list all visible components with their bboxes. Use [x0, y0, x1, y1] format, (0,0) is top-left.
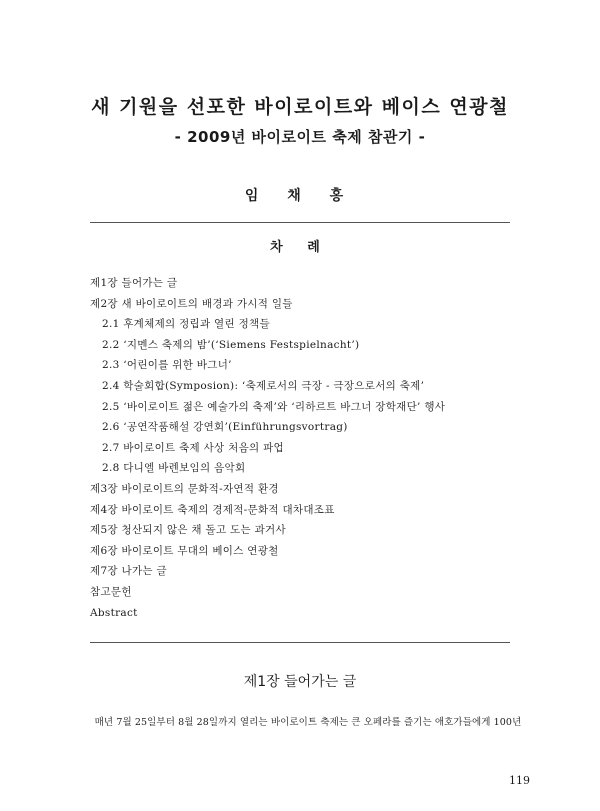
- toc-item: 제2장 새 바이로이트의 배경과 가시적 일들: [90, 297, 293, 310]
- toc-item: 제1장 들어가는 글: [90, 277, 178, 289]
- author-name: 임 채 홍: [244, 188, 356, 204]
- divider-bottom: [90, 642, 510, 643]
- page-number: 119: [509, 774, 530, 787]
- toc-item: 제7장 나가는 글: [90, 565, 167, 578]
- toc-item: 제4장 바이로이트 축제의 경제적-문화적 대차대조표: [90, 503, 335, 516]
- divider-top: [90, 222, 510, 223]
- toc-item: Abstract: [90, 606, 138, 619]
- toc-item: 제3장 바이로이트의 문화적-자연적 환경: [90, 482, 279, 495]
- toc-subitem: 2.3 ‘어린이를 위한 바그너’: [102, 359, 232, 372]
- toc-subitem: 2.2 ‘지멘스 축제의 밤’(‘Siemens Festspielnacht’): [102, 338, 360, 351]
- table-of-contents: [90, 273, 530, 623]
- toc-heading: 차 례: [270, 240, 330, 255]
- toc-item: 제5장 청산되지 않은 채 돌고 도는 과거사: [90, 524, 286, 537]
- chapter-heading: 제1장 들어가는 글: [243, 674, 357, 690]
- toc-subitem: 2.7 바이로이트 축제 사상 처음의 파업: [102, 441, 284, 454]
- toc-subitem: 2.1 후계체제의 정립과 열린 정책들: [102, 318, 270, 331]
- paper-title: 새 기원을 선포한 바이로이트와 베이스 연광철: [91, 96, 509, 118]
- paper-subtitle: - 2009년 바이로이트 축제 참관기 -: [174, 128, 426, 146]
- toc-item: 제6장 바이로이트 무대의 베이스 연광철: [90, 544, 279, 557]
- toc-subitem: 2.5 ‘바이로이트 젊은 예술가의 축제’와 ‘리하르트 바그너 장학재단’ 행사: [102, 400, 446, 413]
- body-paragraph: 매년 7월 25일부터 8월 28일까지 열리는 바이로이트 축제는 큰 오페라를 즐기는 애호가들에게 100년: [94, 717, 522, 728]
- toc-subitem: 2.8 다니엘 바렌보임의 음악회: [102, 462, 246, 475]
- toc-subitem: 2.4 학술회합(Symposion): ‘축제로서의 극장 - 극장으로서의 축제’: [102, 379, 425, 392]
- toc-subitem: 2.6 ‘공연작품해설 강연회’(Einführungsvortrag): [102, 421, 348, 434]
- toc-item: 참고문헌: [90, 585, 132, 598]
